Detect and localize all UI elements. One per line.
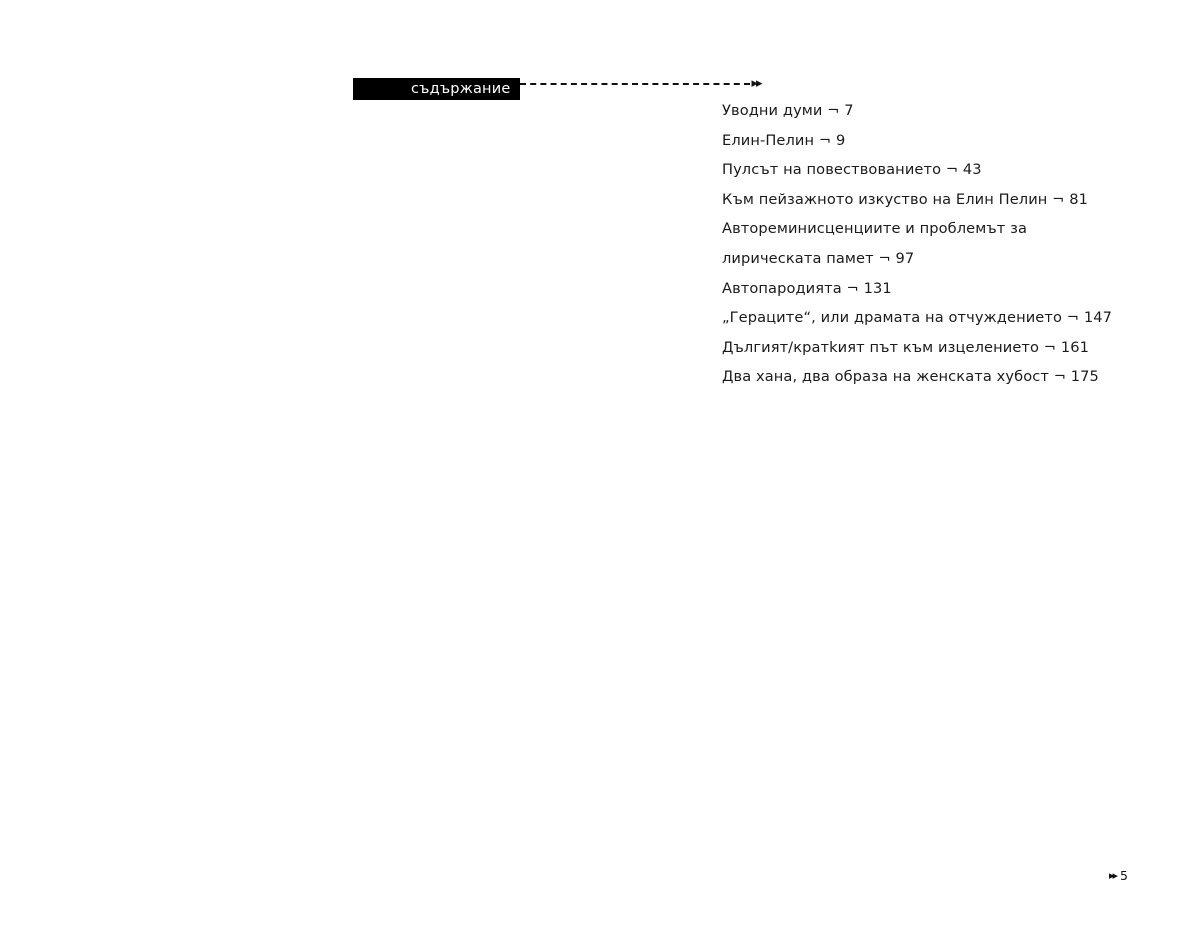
section-label: съдържание xyxy=(353,78,520,100)
list-item[interactable]: лирическата памет ¬ 97 xyxy=(722,249,915,267)
list-item[interactable]: Пулсът на повествованието ¬ 43 xyxy=(722,161,982,179)
list-item[interactable]: Дългият/кратkият път към изцелението ¬ 161 xyxy=(722,338,1089,356)
list-item[interactable]: „Гераците“, или драмата на отчуждението ¬ 147 xyxy=(722,309,1112,327)
double-arrow-icon: ▸▸ xyxy=(1109,869,1117,882)
list-item[interactable]: Автопародията ¬ 131 xyxy=(722,279,892,297)
page-number: 5 xyxy=(1120,868,1128,883)
list-item[interactable]: Автореминисценциите и проблемът за xyxy=(722,220,1028,238)
list-item[interactable]: Елин-Пелин ¬ 9 xyxy=(722,131,846,149)
dashed-rule-divider xyxy=(520,83,750,85)
page-folio xyxy=(1109,868,1128,883)
list-item[interactable]: Уводни думи ¬ 7 xyxy=(722,102,854,119)
toc-header xyxy=(353,75,761,100)
list-item[interactable]: Два хана, два образа на женската хубост ¬ 175 xyxy=(722,368,1099,386)
table-of-contents xyxy=(722,96,1162,392)
double-arrow-icon: ▸▸ xyxy=(751,75,761,91)
list-item[interactable]: Към пейзажното изкуство на Елин Пелин ¬ 81 xyxy=(722,190,1089,208)
